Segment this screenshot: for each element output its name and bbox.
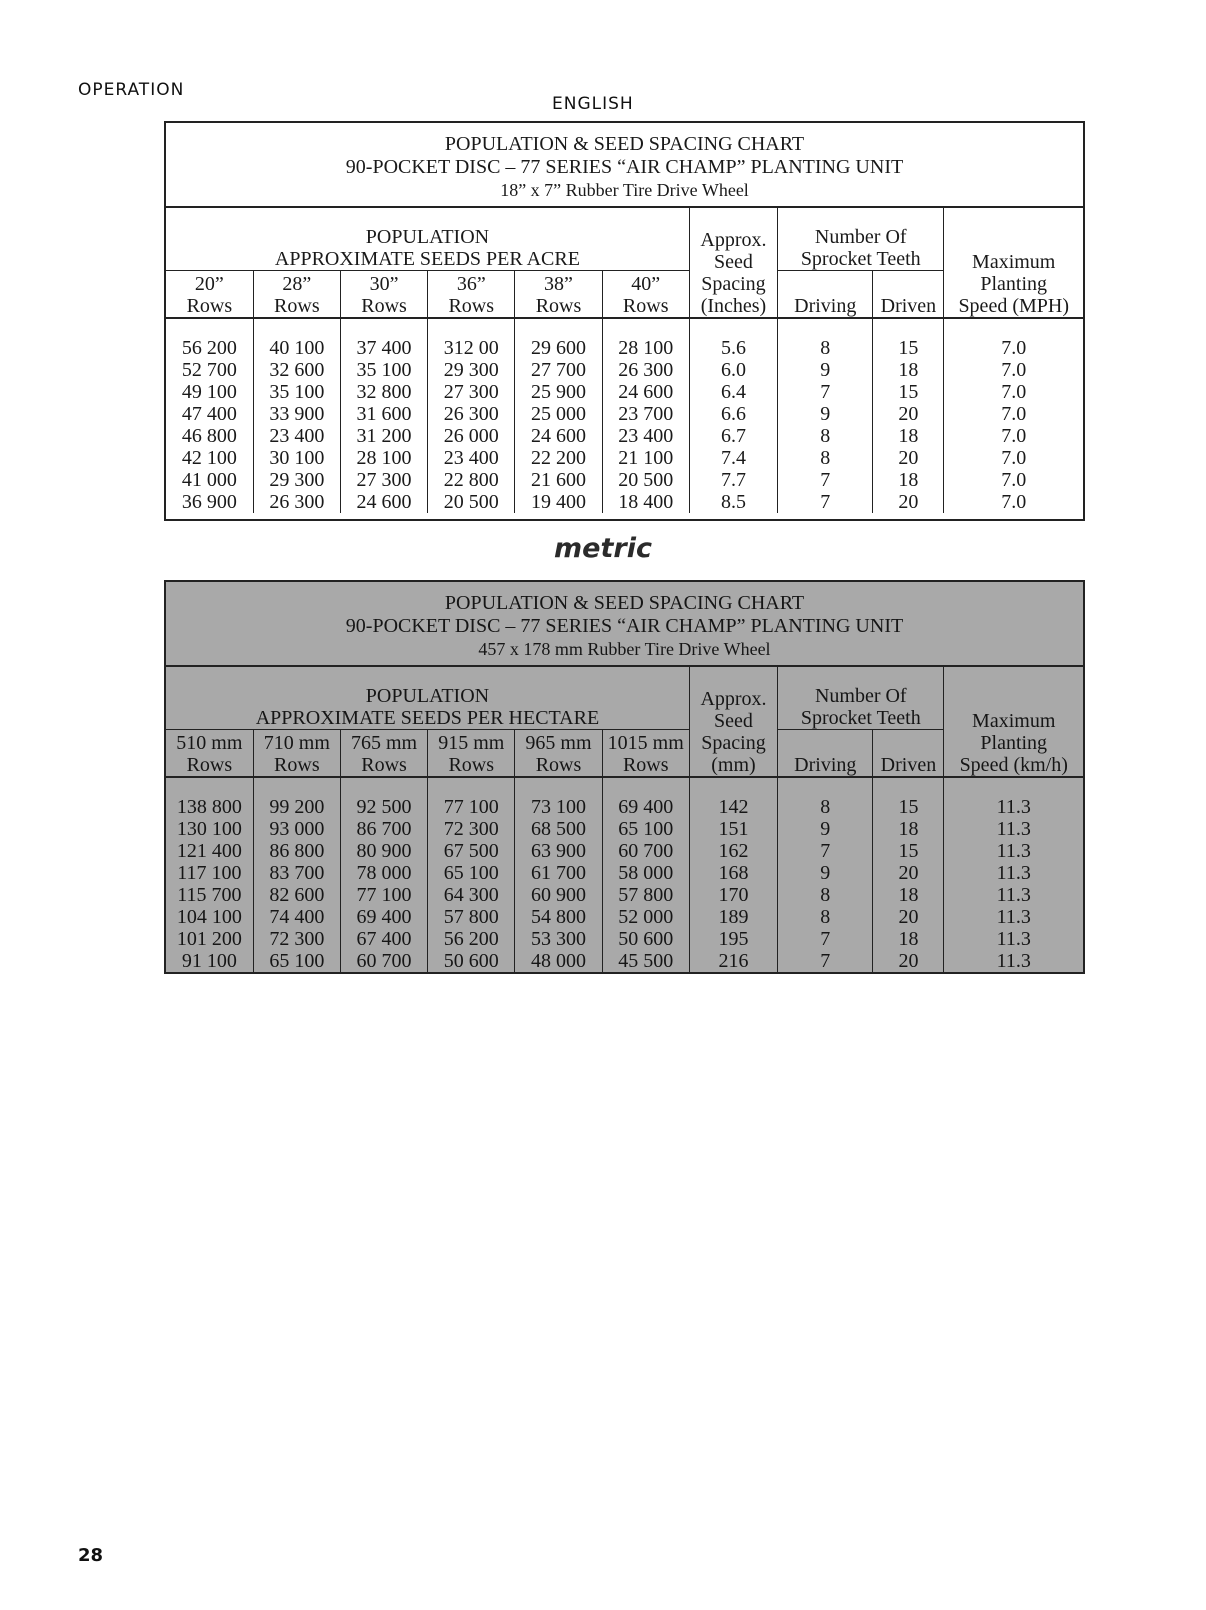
- table-row: [166, 884, 1083, 906]
- cell-speed: 11.3: [944, 840, 1083, 862]
- sprocket-header: [778, 208, 944, 271]
- driving-header: Driving: [778, 730, 873, 778]
- cell-pop-30: 24 600: [340, 491, 427, 513]
- cell-driving: 8: [778, 777, 873, 818]
- cell-pop-40: 57 800: [602, 884, 689, 906]
- table-row: [166, 928, 1083, 950]
- cell-pop-36: 23 400: [428, 447, 515, 469]
- cell-spacing: 142: [689, 777, 777, 818]
- cell-pop-28: 35 100: [253, 381, 340, 403]
- speed-header-line: Planting: [980, 273, 1048, 295]
- population-title: POPULATION: [365, 685, 490, 707]
- cell-pop-28: 23 400: [253, 425, 340, 447]
- cell-pop-28: 30 100: [253, 447, 340, 469]
- cell-pop-40: 58 000: [602, 862, 689, 884]
- spacing-header: [689, 667, 777, 777]
- cell-spacing: 162: [689, 840, 777, 862]
- table-row: [166, 318, 1083, 359]
- page-number: 28: [78, 1545, 104, 1566]
- cell-pop-20: 104 100: [176, 906, 242, 928]
- cell-driving: 8: [778, 425, 873, 447]
- cell-pop-38: 25 000: [515, 403, 602, 425]
- seed-table: [166, 667, 1083, 972]
- table-row: [166, 381, 1083, 403]
- sprocket-header-line: Sprocket Teeth: [800, 707, 921, 729]
- cell-driven: 18: [873, 818, 944, 840]
- row-column-header: [340, 730, 427, 778]
- cell-pop-30: 92 500: [340, 777, 427, 818]
- title-line: 90-POCKET DISC – 77 SERIES “AIR CHAMP” PLANTING UNIT: [345, 615, 904, 637]
- cell-spacing: 6.7: [689, 425, 777, 447]
- cell-pop-38: 48 000: [515, 950, 602, 972]
- cell-pop-20: 46 800: [181, 425, 237, 447]
- cell-pop-40: 65 100: [602, 818, 689, 840]
- cell-speed: 7.0: [944, 318, 1083, 359]
- sprocket-header-line: Number Of: [814, 685, 907, 707]
- english-chart: [164, 121, 1085, 521]
- speed-header: [944, 667, 1083, 777]
- sprocket-header-line: Sprocket Teeth: [800, 248, 921, 270]
- table-row: [166, 403, 1083, 425]
- cell-pop-20: 56 200: [181, 337, 237, 359]
- speed-header-line: Maximum: [972, 251, 1056, 273]
- cell-pop-40: 52 000: [602, 906, 689, 928]
- cell-driving: 7: [778, 928, 873, 950]
- cell-pop-20: 138 800: [176, 796, 242, 818]
- speed-header-line: Maximum: [972, 710, 1056, 732]
- cell-pop-30: 27 300: [340, 469, 427, 491]
- row-column-header: [602, 730, 689, 778]
- cell-spacing: 170: [689, 884, 777, 906]
- cell-pop-20: 101 200: [176, 928, 242, 950]
- row-width: 36”: [456, 273, 486, 295]
- row-width: 765 mm: [350, 732, 418, 754]
- cell-pop-28: 93 000: [253, 818, 340, 840]
- driving-header: Driving: [778, 271, 873, 319]
- table-row: [166, 469, 1083, 491]
- table-row: [166, 906, 1083, 928]
- cell-pop-28: 33 900: [253, 403, 340, 425]
- cell-pop-40: 60 700: [602, 840, 689, 862]
- cell-pop-28: 26 300: [253, 491, 340, 513]
- cell-pop-28: 32 600: [253, 359, 340, 381]
- chart-title: [166, 123, 1083, 208]
- cell-driving: 8: [778, 884, 873, 906]
- population-header: [166, 208, 689, 271]
- cell-pop-28: 74 400: [253, 906, 340, 928]
- cell-pop-36: 20 500: [428, 491, 515, 513]
- cell-pop-30: 31 200: [340, 425, 427, 447]
- cell-speed: 11.3: [944, 862, 1083, 884]
- cell-pop-36: 72 300: [428, 818, 515, 840]
- spacing-header: [689, 208, 777, 318]
- cell-pop-38: 63 900: [515, 840, 602, 862]
- cell-pop-20: 49 100: [181, 381, 237, 403]
- row-width: 915 mm: [438, 732, 505, 754]
- cell-speed: 7.0: [944, 381, 1083, 403]
- spacing-header-line: Seed: [714, 710, 753, 732]
- cell-spacing: 8.5: [689, 491, 777, 513]
- cell-pop-30: 28 100: [340, 447, 427, 469]
- row-label: Rows: [535, 754, 582, 776]
- cell-pop-40: 24 600: [602, 381, 689, 403]
- cell-driven: 15: [873, 840, 944, 862]
- cell-driving: 9: [778, 403, 873, 425]
- cell-pop-40: 26 300: [602, 359, 689, 381]
- cell-driven: 18: [873, 928, 944, 950]
- cell-driven: 20: [873, 950, 944, 972]
- row-label: Rows: [622, 295, 669, 317]
- cell-spacing: 151: [689, 818, 777, 840]
- cell-driving: 8: [778, 906, 873, 928]
- row-column-header: [340, 271, 427, 319]
- row-label: Rows: [535, 295, 582, 317]
- cell-pop-36: 26 300: [428, 403, 515, 425]
- driven-header: Driven: [873, 730, 944, 778]
- cell-pop-36: 64 300: [428, 884, 515, 906]
- cell-pop-36: 312 00: [428, 318, 515, 359]
- population-header: [166, 667, 689, 730]
- metric-chart: [164, 580, 1085, 974]
- cell-driven: 20: [873, 906, 944, 928]
- cell-speed: 7.0: [944, 491, 1083, 513]
- cell-pop-38: 54 800: [515, 906, 602, 928]
- cell-pop-28: 65 100: [253, 950, 340, 972]
- row-column-header: [515, 271, 602, 319]
- cell-pop-20: 47 400: [181, 403, 237, 425]
- table-row: [166, 777, 1083, 818]
- cell-pop-36: 50 600: [428, 950, 515, 972]
- row-column-header: [166, 271, 253, 319]
- cell-driving: 7: [778, 840, 873, 862]
- spacing-header-line: (mm): [711, 754, 756, 776]
- table-body: [166, 777, 1083, 972]
- cell-pop-20: 130 100: [176, 818, 242, 840]
- row-width: 1015 mm: [607, 732, 684, 754]
- cell-pop-40: 69 400: [602, 777, 689, 818]
- cell-speed: 11.3: [944, 906, 1083, 928]
- row-width: 20”: [194, 273, 224, 295]
- section-label: OPERATION: [78, 80, 185, 100]
- cell-pop-28: 99 200: [253, 777, 340, 818]
- population-subtitle: APPROXIMATE SEEDS PER ACRE: [274, 248, 580, 270]
- cell-speed: 7.0: [944, 425, 1083, 447]
- cell-pop-20: 52 700: [181, 359, 237, 381]
- cell-pop-28: 72 300: [253, 928, 340, 950]
- row-label: Rows: [361, 295, 407, 317]
- cell-spacing: 7.7: [689, 469, 777, 491]
- cell-pop-20: 91 100: [181, 950, 237, 972]
- spacing-header-line: Seed: [714, 251, 753, 273]
- cell-driving: 7: [778, 469, 873, 491]
- cell-speed: 7.0: [944, 359, 1083, 381]
- cell-pop-38: 68 500: [515, 818, 602, 840]
- chart-title: [166, 582, 1083, 667]
- row-column-header: [166, 730, 253, 778]
- cell-pop-30: 35 100: [340, 359, 427, 381]
- cell-pop-30: 37 400: [340, 318, 427, 359]
- speed-header-line: Planting: [980, 732, 1048, 754]
- cell-pop-30: 31 600: [340, 403, 427, 425]
- cell-speed: 11.3: [944, 884, 1083, 906]
- cell-speed: 11.3: [944, 928, 1083, 950]
- cell-pop-40: 28 100: [602, 318, 689, 359]
- cell-pop-38: 73 100: [515, 777, 602, 818]
- cell-pop-38: 61 700: [515, 862, 602, 884]
- row-label: Rows: [622, 754, 669, 776]
- row-column-header: [515, 730, 602, 778]
- cell-pop-28: 86 800: [253, 840, 340, 862]
- row-width: 40”: [631, 273, 661, 295]
- cell-pop-30: 80 900: [340, 840, 427, 862]
- cell-pop-36: 27 300: [428, 381, 515, 403]
- population-subtitle: APPROXIMATE SEEDS PER HECTARE: [255, 707, 600, 729]
- cell-pop-36: 77 100: [428, 777, 515, 818]
- table-row: [166, 359, 1083, 381]
- cell-pop-20: 121 400: [176, 840, 242, 862]
- cell-pop-36: 26 000: [428, 425, 515, 447]
- cell-pop-36: 29 300: [428, 359, 515, 381]
- cell-pop-40: 21 100: [602, 447, 689, 469]
- row-width: 510 mm: [176, 732, 243, 754]
- spacing-header-line: (Inches): [700, 295, 767, 317]
- cell-driving: 9: [778, 862, 873, 884]
- cell-driving: 8: [778, 318, 873, 359]
- cell-spacing: 6.4: [689, 381, 777, 403]
- driven-header: Driven: [873, 271, 944, 319]
- table-body: [166, 318, 1083, 513]
- cell-driving: 7: [778, 491, 873, 513]
- cell-driven: 20: [873, 491, 944, 513]
- cell-pop-38: 19 400: [515, 491, 602, 513]
- cell-spacing: 216: [689, 950, 777, 972]
- title-line: POPULATION & SEED SPACING CHART: [444, 592, 805, 614]
- cell-pop-20: 36 900: [181, 491, 237, 513]
- row-column-header: [253, 271, 340, 319]
- cell-pop-38: 53 300: [515, 928, 602, 950]
- cell-driven: 18: [873, 469, 944, 491]
- row-label: Rows: [448, 295, 495, 317]
- seed-table: [166, 208, 1083, 513]
- cell-speed: 7.0: [944, 469, 1083, 491]
- cell-pop-38: 22 200: [515, 447, 602, 469]
- cell-speed: 7.0: [944, 447, 1083, 469]
- cell-pop-40: 23 700: [602, 403, 689, 425]
- table-row: [166, 447, 1083, 469]
- cell-pop-20: 115 700: [177, 884, 242, 906]
- cell-spacing: 168: [689, 862, 777, 884]
- table-row: [166, 425, 1083, 447]
- cell-pop-30: 69 400: [340, 906, 427, 928]
- cell-pop-38: 60 900: [515, 884, 602, 906]
- cell-speed: 11.3: [944, 818, 1083, 840]
- row-label: Rows: [274, 754, 320, 776]
- spacing-header-line: Spacing: [701, 273, 766, 295]
- row-column-header: [428, 730, 515, 778]
- cell-pop-30: 60 700: [340, 950, 427, 972]
- cell-pop-36: 22 800: [428, 469, 515, 491]
- title-line: POPULATION & SEED SPACING CHART: [444, 133, 805, 155]
- speed-header-line: Speed (km/h): [959, 754, 1068, 776]
- row-width: 28”: [282, 273, 312, 295]
- cell-pop-20: 117 100: [177, 862, 242, 884]
- cell-pop-36: 67 500: [428, 840, 515, 862]
- cell-driving: 8: [778, 447, 873, 469]
- cell-pop-30: 32 800: [340, 381, 427, 403]
- cell-driven: 15: [873, 777, 944, 818]
- row-width: 38”: [544, 273, 573, 295]
- cell-driven: 20: [873, 403, 944, 425]
- title-line: 18” x 7” Rubber Tire Drive Wheel: [500, 180, 749, 200]
- cell-pop-20: 41 000: [181, 469, 237, 491]
- cell-pop-36: 57 800: [428, 906, 515, 928]
- cell-driving: 9: [778, 818, 873, 840]
- table-row: [166, 491, 1083, 513]
- cell-pop-40: 50 600: [602, 928, 689, 950]
- cell-pop-36: 65 100: [428, 862, 515, 884]
- cell-driven: 18: [873, 425, 944, 447]
- cell-pop-38: 29 600: [515, 318, 602, 359]
- cell-pop-38: 27 700: [515, 359, 602, 381]
- cell-spacing: 6.6: [689, 403, 777, 425]
- cell-driven: 20: [873, 862, 944, 884]
- row-label: Rows: [448, 754, 495, 776]
- cell-spacing: 195: [689, 928, 777, 950]
- cell-driven: 20: [873, 447, 944, 469]
- cell-pop-30: 77 100: [340, 884, 427, 906]
- cell-pop-38: 25 900: [515, 381, 602, 403]
- cell-spacing: 6.0: [689, 359, 777, 381]
- cell-driven: 18: [873, 884, 944, 906]
- cell-speed: 11.3: [944, 950, 1083, 972]
- table-row: [166, 818, 1083, 840]
- cell-driven: 18: [873, 359, 944, 381]
- sprocket-header-line: Number Of: [814, 226, 907, 248]
- row-column-header: [602, 271, 689, 319]
- row-width: 965 mm: [525, 732, 592, 754]
- cell-speed: 7.0: [944, 403, 1083, 425]
- cell-pop-30: 78 000: [340, 862, 427, 884]
- cell-driven: 15: [873, 381, 944, 403]
- row-label: Rows: [186, 754, 233, 776]
- title-line: 457 x 178 mm Rubber Tire Drive Wheel: [478, 639, 771, 659]
- table-row: [166, 862, 1083, 884]
- row-column-header: [428, 271, 515, 319]
- spacing-header-line: Approx.: [700, 688, 767, 710]
- table-row: [166, 840, 1083, 862]
- cell-spacing: 189: [689, 906, 777, 928]
- cell-spacing: 5.6: [689, 318, 777, 359]
- metric-heading: metric: [554, 533, 652, 564]
- cell-pop-28: 40 100: [253, 318, 340, 359]
- spacing-header-line: Spacing: [701, 732, 766, 754]
- cell-pop-28: 83 700: [253, 862, 340, 884]
- cell-pop-30: 86 700: [340, 818, 427, 840]
- row-label: Rows: [361, 754, 407, 776]
- cell-pop-36: 56 200: [428, 928, 515, 950]
- cell-pop-38: 21 600: [515, 469, 602, 491]
- cell-pop-30: 67 400: [340, 928, 427, 950]
- cell-pop-28: 82 600: [253, 884, 340, 906]
- row-column-header: [253, 730, 340, 778]
- cell-driving: 9: [778, 359, 873, 381]
- cell-speed: 11.3: [944, 777, 1083, 818]
- english-label: ENGLISH: [552, 94, 634, 114]
- row-width: 30”: [369, 273, 399, 295]
- sprocket-header: [778, 667, 944, 730]
- cell-pop-40: 23 400: [602, 425, 689, 447]
- table-row: [166, 950, 1083, 972]
- speed-header-line: Speed (MPH): [958, 295, 1069, 317]
- cell-pop-40: 45 500: [602, 950, 689, 972]
- row-width: 710 mm: [263, 732, 330, 754]
- title-line: 90-POCKET DISC – 77 SERIES “AIR CHAMP” PLANTING UNIT: [345, 156, 904, 178]
- cell-pop-40: 20 500: [602, 469, 689, 491]
- population-title: POPULATION: [365, 226, 490, 248]
- cell-pop-40: 18 400: [602, 491, 689, 513]
- row-label: Rows: [186, 295, 233, 317]
- cell-pop-28: 29 300: [253, 469, 340, 491]
- row-label: Rows: [274, 295, 320, 317]
- cell-spacing: 7.4: [689, 447, 777, 469]
- cell-driving: 7: [778, 950, 873, 972]
- cell-driven: 15: [873, 318, 944, 359]
- cell-pop-20: 42 100: [181, 447, 237, 469]
- cell-driving: 7: [778, 381, 873, 403]
- cell-pop-38: 24 600: [515, 425, 602, 447]
- spacing-header-line: Approx.: [700, 229, 767, 251]
- speed-header: [944, 208, 1083, 318]
